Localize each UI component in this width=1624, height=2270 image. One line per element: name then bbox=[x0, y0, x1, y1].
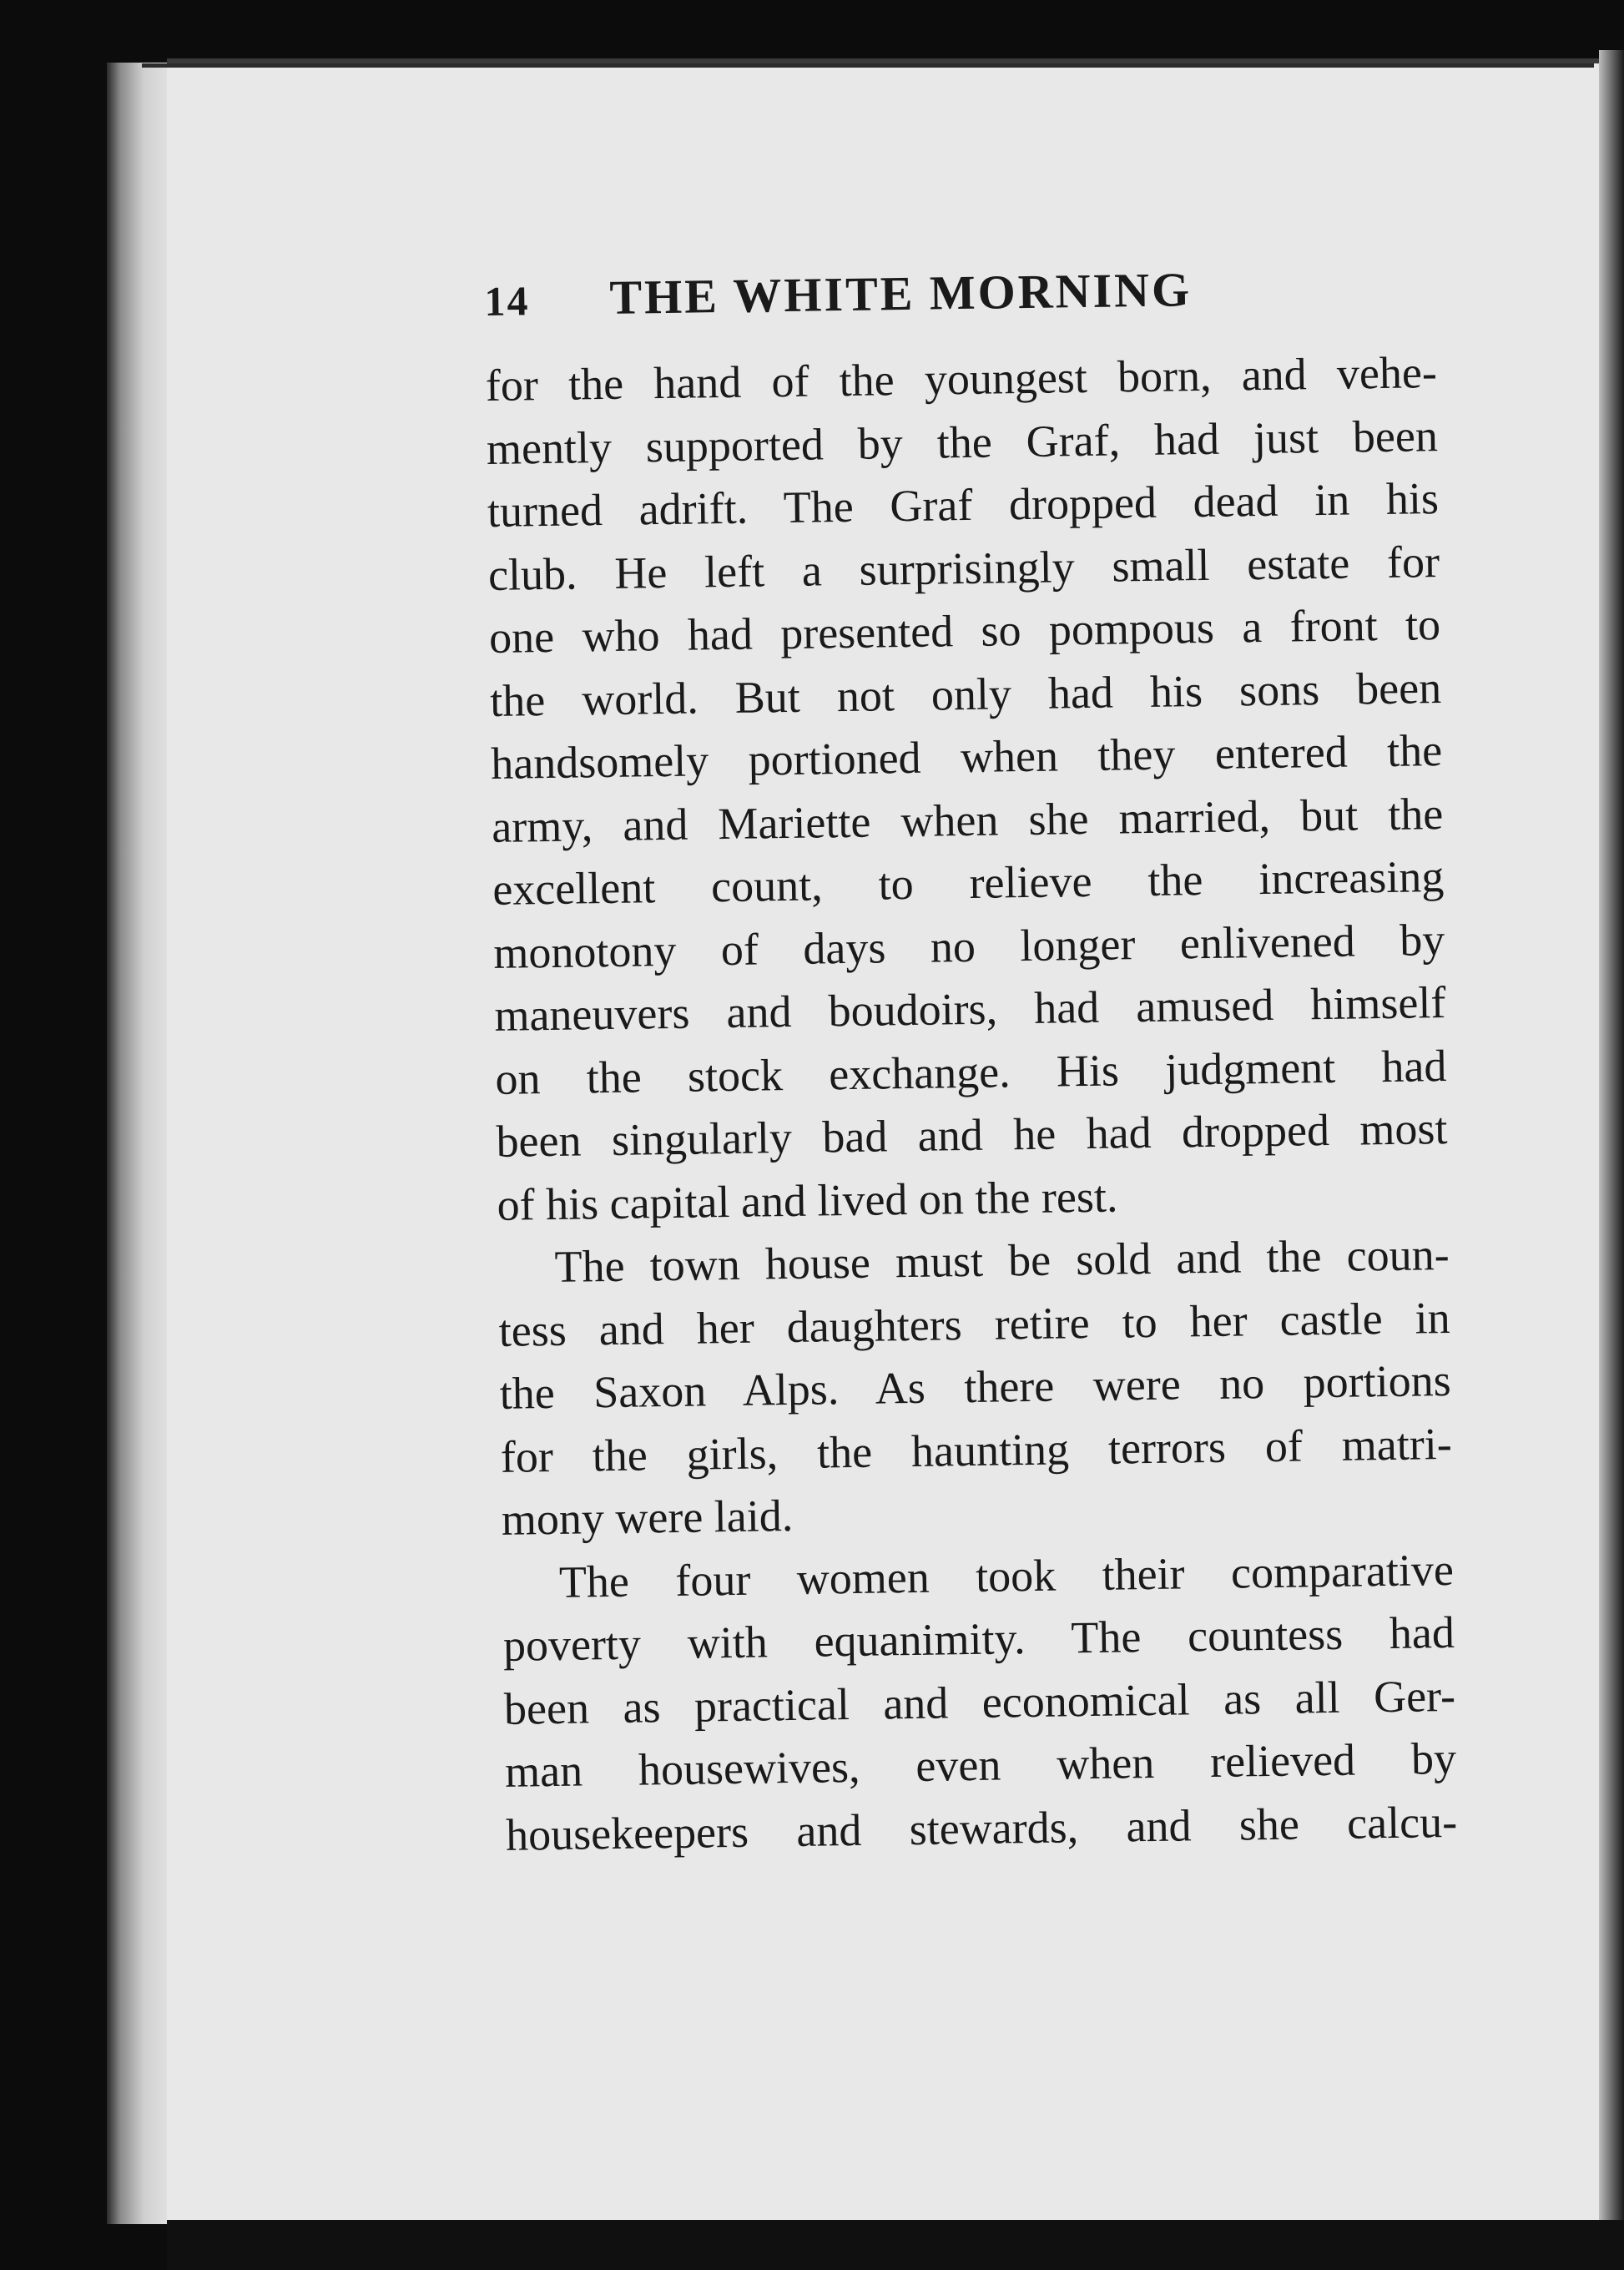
text-line: man housewives, even when relieved by bbox=[504, 1733, 1457, 1797]
text-line: The four women took their comparative bbox=[558, 1544, 1455, 1607]
text-line: been singularly bad and he had dropped most bbox=[496, 1102, 1448, 1167]
text-line: the Saxon Alps. As there were no portions bbox=[499, 1354, 1452, 1419]
page-text bbox=[484, 258, 1458, 1867]
text-line: turned adrift. The Graf dropped dead in his bbox=[487, 473, 1440, 537]
page-top-edge bbox=[142, 63, 1594, 68]
text-line: one who had presented so pompous a front to bbox=[488, 599, 1441, 663]
text-line: handsomely portioned when they entered the bbox=[490, 725, 1443, 789]
text-line: been as practical and economical as all Ger- bbox=[503, 1670, 1456, 1734]
text-line: housekeepers and stewards, and she calcu- bbox=[505, 1796, 1458, 1860]
text-line: the world. But not only had his sons been bbox=[489, 662, 1442, 726]
text-line: maneuvers and boudoirs, had amused himself bbox=[494, 976, 1446, 1041]
text-line: mently supported by the Graf, had just been bbox=[486, 410, 1439, 474]
text-line: excellent count, to relieve the increasing bbox=[492, 851, 1445, 915]
book-title: THE WHITE MORNING bbox=[608, 262, 1193, 325]
page-bottom-edge bbox=[167, 2220, 1624, 2270]
text-line: for the hand of the youngest born, and vehe- bbox=[485, 347, 1438, 411]
text-line: club. He left a surprisingly small estate for bbox=[487, 536, 1440, 600]
text-line: tess and her daughters retire to her castle in bbox=[498, 1292, 1451, 1356]
text-line: army, and Mariette when she married, but the bbox=[491, 788, 1444, 852]
text-line: poverty with equanimity. The countess had bbox=[502, 1607, 1455, 1671]
paragraph bbox=[502, 1538, 1457, 1866]
book-binding-edge bbox=[107, 63, 174, 2224]
text-line: on the stock exchange. His judgment had bbox=[495, 1040, 1447, 1104]
paragraph bbox=[485, 341, 1449, 1237]
page-right-edge bbox=[1599, 50, 1624, 2270]
paragraph bbox=[497, 1223, 1453, 1551]
text-line: monotony of days no longer enlivened by bbox=[492, 914, 1445, 978]
text-line: The town house must be sold and the coun- bbox=[554, 1228, 1450, 1292]
page-number: 14 bbox=[484, 277, 530, 325]
text-line: mony were laid. bbox=[501, 1490, 794, 1545]
text-line: of his capital and lived on the rest. bbox=[497, 1171, 1118, 1230]
text-line: for the girls, the haunting terrors of matri- bbox=[500, 1418, 1453, 1482]
running-head bbox=[484, 258, 1436, 346]
